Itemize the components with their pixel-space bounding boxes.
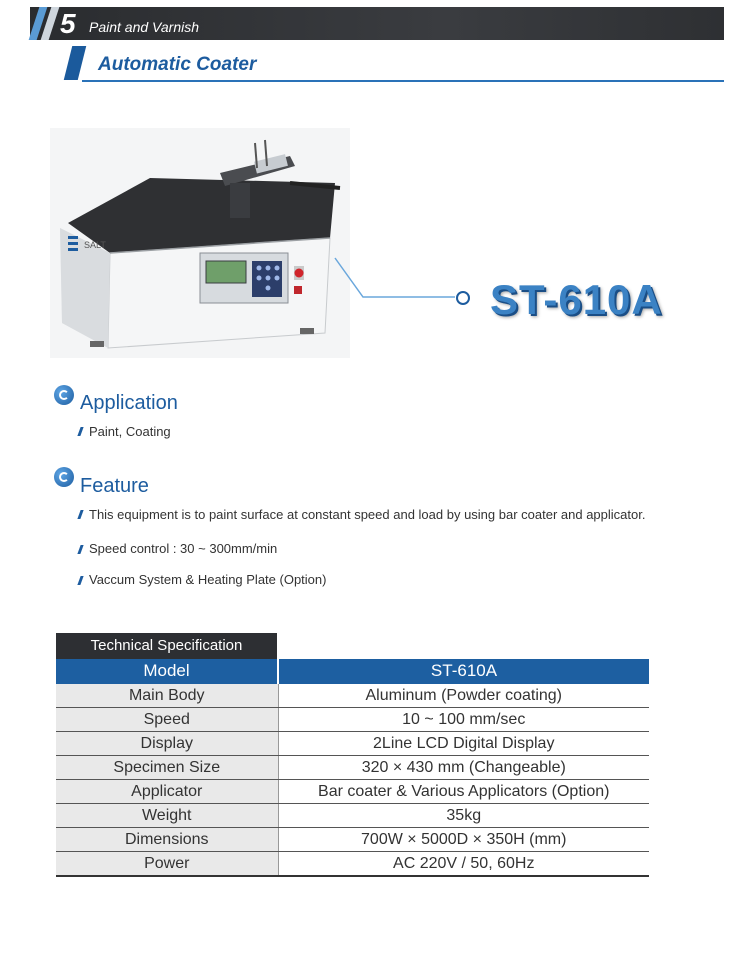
table-header-cell: ST-610A — [278, 659, 649, 684]
table-row — [56, 684, 649, 708]
row-label: Power — [56, 852, 278, 877]
callout-line — [330, 255, 460, 305]
feature-item: Speed control : 30 ~ 300mm/min — [89, 541, 278, 556]
application-item: Paint, Coating — [89, 424, 171, 439]
feature-icon — [54, 467, 74, 487]
feature-item: Vaccum System & Heating Plate (Option) — [89, 572, 327, 587]
row-label: Dimensions — [56, 828, 278, 852]
table-header-cell: Model — [56, 659, 278, 684]
row-value: 35kg — [278, 804, 649, 828]
row-value: AC 220V / 50, 60Hz — [278, 852, 649, 877]
table-row — [56, 828, 649, 852]
row-label: Applicator — [56, 780, 278, 804]
callout-marker — [456, 291, 470, 305]
brand-logo-text: SALT — [84, 240, 106, 250]
application-icon — [54, 385, 74, 405]
table-row — [56, 804, 649, 828]
spec-table — [56, 659, 649, 877]
bullet-icon — [77, 576, 83, 585]
chapter-title: Paint and Varnish — [89, 19, 199, 35]
bullet-icon — [77, 545, 83, 554]
row-value: 320 × 430 mm (Changeable) — [278, 756, 649, 780]
row-value: 10 ~ 100 mm/sec — [278, 708, 649, 732]
bullet-icon — [77, 510, 83, 519]
row-label: Speed — [56, 708, 278, 732]
bullet-icon — [77, 427, 83, 436]
row-value: 700W × 5000D × 350H (mm) — [278, 828, 649, 852]
section-underline — [82, 80, 724, 82]
row-label: Specimen Size — [56, 756, 278, 780]
application-title: Application — [80, 392, 178, 414]
table-row — [56, 756, 649, 780]
chapter-number: 5 — [60, 8, 76, 39]
row-label: Weight — [56, 804, 278, 828]
section-title: Automatic Coater — [98, 54, 257, 75]
feature-item: This equipment is to paint surface at constant speed and load by using bar coater and applicator. — [89, 507, 646, 522]
table-row — [56, 852, 649, 877]
model-name: ST-610A — [490, 276, 663, 323]
product-photo — [50, 128, 350, 358]
table-row — [56, 708, 649, 732]
spec-table-caption: Technical Specification — [56, 633, 277, 659]
table-header-row — [56, 659, 649, 684]
row-value: 2Line LCD Digital Display — [278, 732, 649, 756]
row-value: Aluminum (Powder coating) — [278, 684, 649, 708]
feature-title: Feature — [80, 475, 149, 497]
table-row — [56, 732, 649, 756]
section-accent — [64, 46, 86, 80]
table-row — [56, 780, 649, 804]
row-label: Display — [56, 732, 278, 756]
row-label: Main Body — [56, 684, 278, 708]
row-value: Bar coater & Various Applicators (Option) — [278, 780, 649, 804]
